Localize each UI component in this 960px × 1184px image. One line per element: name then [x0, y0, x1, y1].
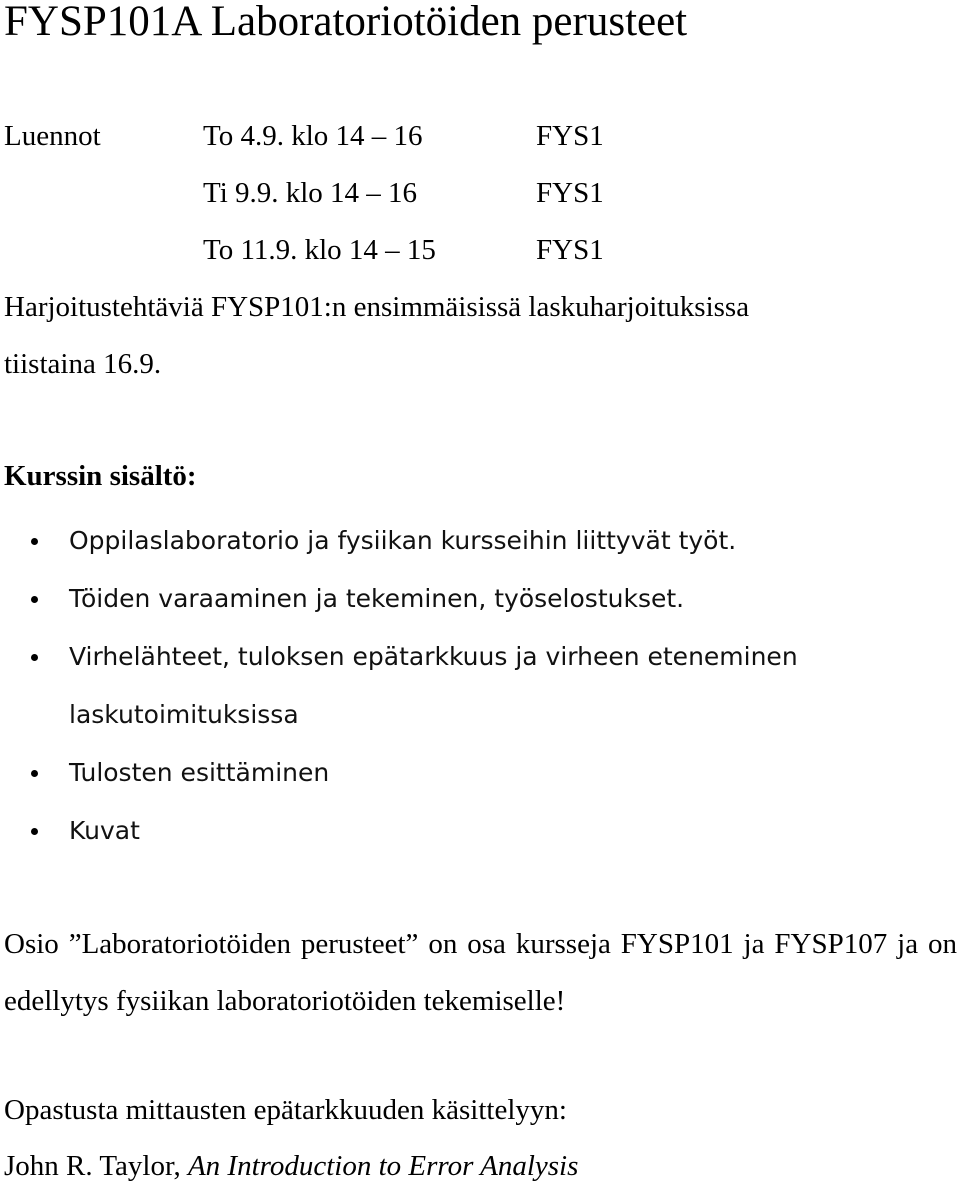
lecture-date: To 11.9. klo 14 – 15	[203, 234, 436, 266]
list-item-text: Töiden varaaminen ja tekeminen, työselostukset.	[69, 584, 685, 613]
content-list	[0, 512, 849, 860]
list-item	[0, 744, 849, 802]
content-heading: Kurssin sisältö:	[4, 460, 197, 492]
list-item-text: Virhelähteet, tuloksen epätarkkuus ja virheen eteneminen laskutoimituksissa	[69, 642, 798, 729]
reference-book-title: An Introduction to Error Analysis	[187, 1150, 579, 1182]
lecture-date: Ti 9.9. klo 14 – 16	[203, 177, 418, 209]
bullet-icon	[31, 770, 38, 777]
lecture-room: FYS1	[536, 120, 604, 152]
lecture-room: FYS1	[536, 177, 604, 209]
lecture-row	[0, 118, 960, 154]
reference-author: John R. Taylor,	[4, 1150, 188, 1182]
bullet-icon	[31, 828, 38, 835]
exercises-line: Harjoitustehtäviä FYSP101:n ensimmäisissä laskuharjoituksissa	[4, 291, 750, 323]
lectures-label: Luennot	[4, 120, 101, 152]
lecture-room: FYS1	[536, 234, 604, 266]
list-item	[0, 802, 849, 860]
page-title: FYSP101A Laboratoriotöiden perusteet	[4, 0, 688, 45]
list-item	[0, 570, 849, 628]
guidance-line: Opastusta mittausten epätarkkuuden käsittelyyn:	[4, 1094, 567, 1126]
lecture-row	[0, 175, 960, 211]
bullet-icon	[31, 538, 38, 545]
list-item	[0, 628, 849, 744]
list-item-text: Tulosten esittäminen	[69, 758, 330, 787]
exercises-date: tiistaina 16.9.	[4, 348, 162, 380]
lecture-date: To 4.9. klo 14 – 16	[203, 120, 423, 152]
bullet-icon	[31, 596, 38, 603]
bullet-icon	[31, 654, 38, 661]
list-item	[0, 512, 849, 570]
course-note: Osio ”Laboratoriotöiden perusteet” on osa kursseja FYSP101 ja FYSP107 ja on edellytys fysiikan laboratoriotöiden tekemiselle!	[4, 928, 957, 1017]
list-item-text: Kuvat	[69, 816, 140, 845]
lecture-row	[0, 232, 960, 268]
reference-line	[4, 1148, 578, 1184]
list-item-text: Oppilaslaboratorio ja fysiikan kursseihin liittyvät työt.	[69, 526, 737, 555]
